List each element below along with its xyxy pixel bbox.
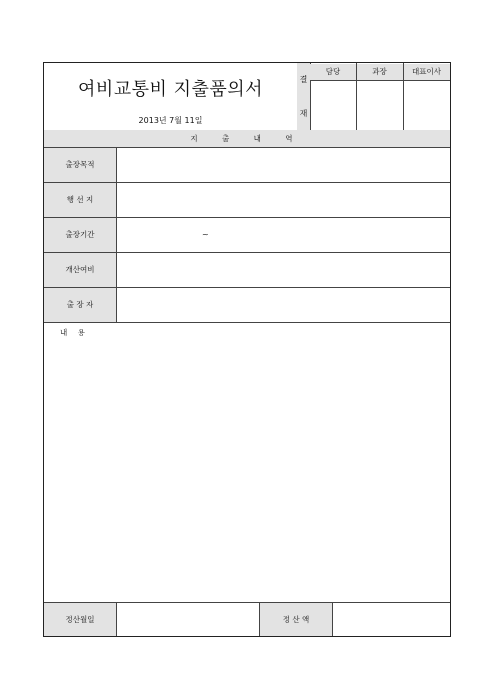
approval-sign-manager[interactable] [356, 81, 403, 130]
approval-col-staff: 담당 [310, 64, 356, 80]
row-label-estimated-expense: 개산여비 [44, 253, 116, 287]
row-value-estimated-expense[interactable] [116, 253, 450, 287]
row-value-destination[interactable] [116, 183, 450, 217]
settle-amount-field[interactable] [333, 603, 450, 636]
row-label-purpose: 출장목적 [44, 148, 116, 182]
approval-side-label [297, 63, 310, 130]
approval-side-top: 결 [299, 75, 308, 84]
row-label-traveler: 출 장 자 [44, 288, 116, 322]
settle-month-field[interactable] [117, 603, 259, 636]
row-label-destination: 행 선 지 [44, 183, 116, 217]
row-value-traveler[interactable] [116, 288, 450, 322]
settle-month-label: 정산월일 [44, 603, 116, 636]
row-label-divider [116, 148, 117, 322]
content-area[interactable] [44, 323, 450, 601]
document-date: 2013년 7월 11일 [138, 116, 203, 125]
row-value-purpose[interactable] [116, 148, 450, 182]
row-label-period: 출장기간 [44, 218, 116, 252]
row-value-period-field[interactable] [116, 218, 450, 252]
settle-amount-label: 정 산 액 [260, 603, 332, 636]
approval-sign-ceo[interactable] [403, 81, 450, 130]
approval-col-manager: 과장 [356, 64, 403, 80]
document-title: 여비교통비 지출품의서 [77, 79, 264, 100]
row-value-period: ~ [202, 230, 209, 239]
section-title: 지 출 내 역 [44, 130, 450, 147]
expense-form [43, 62, 451, 637]
approval-col-ceo: 대표이사 [403, 64, 450, 80]
content-label: 내 용 [60, 328, 89, 337]
approval-sign-staff[interactable] [310, 81, 356, 130]
approval-side-bottom: 재 [299, 109, 308, 118]
